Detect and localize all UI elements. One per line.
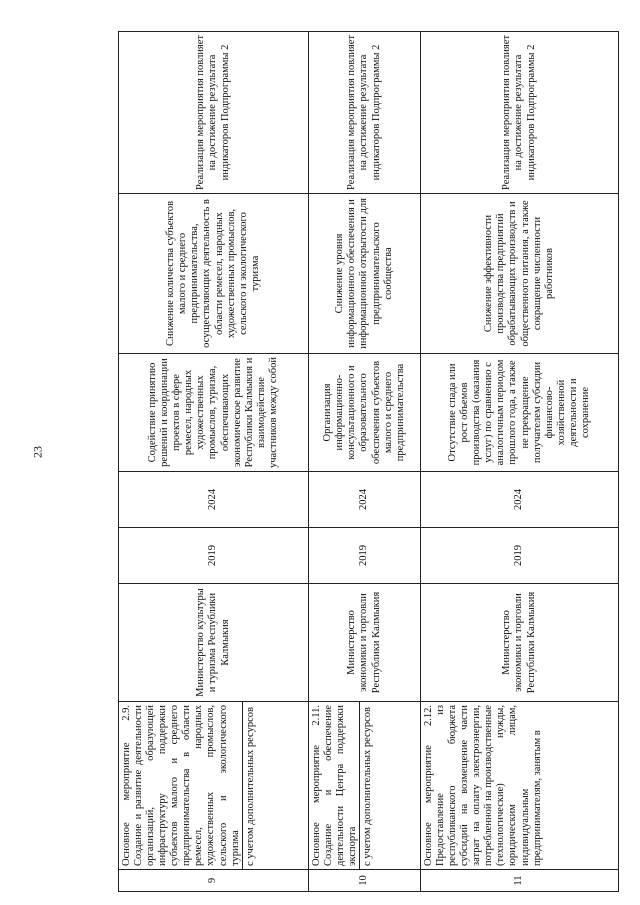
link-cell: Реализация мероприятия повлияет на достижение результата индикаторов Подпрограммы 2 bbox=[421, 32, 619, 194]
link-cell: Реализация мероприятия повлияет на достижение результата индикаторов Подпрограммы 2 bbox=[309, 32, 421, 194]
event-cell bbox=[119, 702, 309, 870]
program-table bbox=[118, 32, 618, 892]
event-text: Основное мероприятие 2.12. Предоставление из республиканского бюджета субсидий на возмещение части затрат на оплату электроэнергии, потребленной на производственные (технологические) нужды, юридическим лицам, индивидуальным предпринимателям, занятым в bbox=[423, 705, 543, 866]
end-year-cell: 2024 bbox=[119, 472, 309, 528]
table-row bbox=[309, 32, 421, 892]
consequence-cell: Снижение количества субъектов малого и среднего предпринимательства, осуществляющих деятельность в области ремесел, народных художественных промыслов, сельского и экологического туризма bbox=[119, 194, 309, 354]
result-cell: Отсутствие спада или рост объемов производства (оказания услуг) по сравнению с аналогичным периодом прошлого года, а также не прекращение получателем субсидии финансово-хозяйственной деятельности и сохранение bbox=[421, 354, 619, 472]
consequence-cell: Снижение уровня информационного обеспечения и информационной открытости для предпринимательского сообщества bbox=[309, 194, 421, 354]
end-year-cell: 2024 bbox=[421, 472, 619, 528]
executor-cell: Министерство экономики и торговли Республики Калмыкия bbox=[421, 584, 619, 702]
event-note: с учетом дополнительных ресурсов bbox=[359, 702, 374, 869]
consequence-cell: Снижение эффективности производства предприятий обрабатывающих производств и общественного питания, а также сокращение численности работников bbox=[421, 194, 619, 354]
row-number: 9 bbox=[119, 870, 309, 892]
executor-cell: Министерство культуры и туризма Республики Калмыкия bbox=[119, 584, 309, 702]
event-cell bbox=[421, 702, 619, 870]
event-text: Основное мероприятие 2.9. Создание и развитие деятельности организаций, образующей инфраструктуру поддержки субъектов малого и среднего предпринимательства в области ремесел, народных художественных промыслов, сельского и экологического туризма bbox=[121, 705, 241, 866]
table-row bbox=[119, 32, 309, 892]
event-cell bbox=[309, 702, 421, 870]
result-cell: Организация информационно-консультационного и образовательного обеспечения субъектов малого и среднего предпринимательства bbox=[309, 354, 421, 472]
row-number: 11 bbox=[421, 870, 619, 892]
start-year-cell: 2019 bbox=[309, 528, 421, 584]
link-cell: Реализация мероприятия повлияет на достижение результата индикаторов Подпрограммы 2 bbox=[119, 32, 309, 194]
end-year-cell: 2024 bbox=[309, 472, 421, 528]
start-year-cell: 2019 bbox=[119, 528, 309, 584]
executor-cell: Министерство экономики и торговли Республики Калмыкия bbox=[309, 584, 421, 702]
start-year-cell: 2019 bbox=[421, 528, 619, 584]
page-number: 23 bbox=[30, 446, 45, 458]
row-number: 10 bbox=[309, 870, 421, 892]
result-cell: Содействие принятию решений и координации проектов в сфере ремесел, народных художественных промыслов, туризма, обеспечивающих экономическое развитие Республики Калмыкия и взаимодействие участников между собой bbox=[119, 354, 309, 472]
event-note: с учетом дополнительных ресурсов bbox=[242, 702, 257, 869]
table-row bbox=[421, 32, 619, 892]
event-text: Основное мероприятие 2.11. Создание и обеспечение деятельности Центра поддержки экспорта bbox=[311, 705, 359, 866]
